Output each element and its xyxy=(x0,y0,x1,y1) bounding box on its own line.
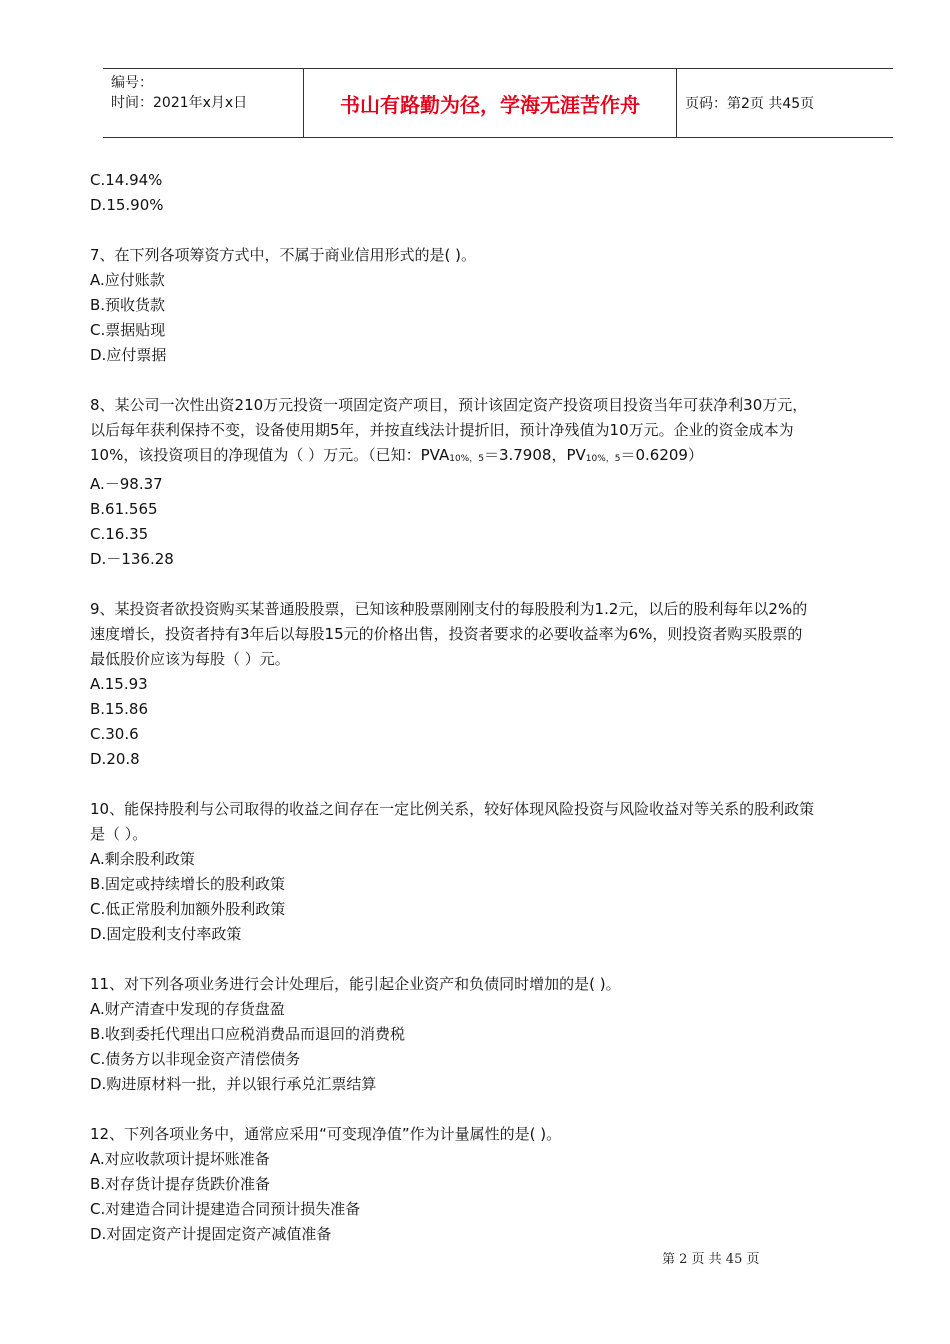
question-12: 12、下列各项业务中，通常应采用“可变现净值”作为计量属性的是( )。 xyxy=(90,1125,562,1143)
page-footer: 第 2 页 共 45 页 xyxy=(662,1252,760,1267)
option-b-q8: B.61.565 xyxy=(90,500,158,518)
option-c-q11: C.债务方以非现金资产清偿债务 xyxy=(90,1050,301,1068)
q8-text-c: ＝0.6209） xyxy=(620,446,703,464)
question-8-line-1: 8、某公司一次性出资210万元投资一项固定资产项目，预计该固定资产投资项目投资当年可获净利30万元， xyxy=(90,396,808,414)
document-body xyxy=(90,168,902,1247)
q8-subscript-1: 10%，5 xyxy=(449,454,484,464)
option-d-q8: D.－136.28 xyxy=(90,550,174,568)
question-8-line-3 xyxy=(90,443,902,472)
spacer xyxy=(90,1097,902,1122)
option-a-q10: A.剩余股利政策 xyxy=(90,850,195,868)
spacer xyxy=(90,947,902,972)
option-b-q11: B.收到委托代理出口应税消费品而退回的消费税 xyxy=(90,1025,406,1043)
header-meta-cell xyxy=(103,69,304,137)
question-8-line-2: 以后每年获利保持不变，设备使用期5年，并按直线法计提折旧，预计净残值为10万元。企业的资金成本为 xyxy=(90,421,794,439)
time-label: 时间：2021年x月x日 xyxy=(111,95,248,111)
option-d-q11: D.购进原材料一批，并以银行承兑汇票结算 xyxy=(90,1075,377,1093)
option-d-q9: D.20.8 xyxy=(90,750,140,768)
question-10-line-1: 10、能保持股利与公司取得的收益之间存在一定比例关系，较好体现风险投资与风险收益对等关系的股利政策 xyxy=(90,800,815,818)
motto-text: 书山有路勤为径，学海无涯苦作舟 xyxy=(340,92,640,117)
page-header xyxy=(103,68,893,138)
question-7: 7、在下列各项筹资方式中，不属于商业信用形式的是( )。 xyxy=(90,246,477,264)
option-b-q9: B.15.86 xyxy=(90,700,149,718)
option-c-q10: C.低正常股利加额外股利政策 xyxy=(90,900,286,918)
q8-text-a: 10%，该投资项目的净现值为（ ）万元。（已知：PVA xyxy=(90,446,450,464)
option-c-q12: C.对建造合同计提建造合同预计损失准备 xyxy=(90,1200,361,1218)
q8-text-b: ＝3.7908，PV xyxy=(483,446,586,464)
option-a-q11: A.财产清查中发现的存货盘盈 xyxy=(90,1000,285,1018)
question-9-line-1: 9、某投资者欲投资购买某普通股股票，已知该种股票刚刚支付的每股股利为1.2元，以后的股利每年以2%的 xyxy=(90,600,808,618)
header-motto-cell xyxy=(304,69,677,137)
spacer xyxy=(90,572,902,597)
option-b-q7: B.预收货款 xyxy=(90,296,166,314)
header-page-cell xyxy=(677,69,893,137)
option-d-q7: D.应付票据 xyxy=(90,346,167,364)
option-d-q12: D.对固定资产计提固定资产减值准备 xyxy=(90,1225,332,1243)
spacer xyxy=(90,218,902,243)
serial-label: 编号： xyxy=(111,75,153,91)
option-d-q6: D.15.90% xyxy=(90,196,164,214)
option-c-q7: C.票据贴现 xyxy=(90,321,166,339)
q8-subscript-2: 10%，5 xyxy=(585,454,621,464)
option-c-q6: C.14.94% xyxy=(90,171,163,189)
option-c-q9: C.30.6 xyxy=(90,725,139,743)
question-9-line-2: 速度增长，投资者持有3年后以每股15元的价格出售，投资者要求的必要收益率为6%，则投资者购买股票的 xyxy=(90,625,803,643)
question-9-line-3: 最低股价应该为每股（ ）元。 xyxy=(90,650,290,668)
question-11: 11、对下列各项业务进行会计处理后，能引起企业资产和负债同时增加的是( )。 xyxy=(90,975,621,993)
option-b-q10: B.固定或持续增长的股利政策 xyxy=(90,875,286,893)
option-a-q12: A.对应收款项计提坏账准备 xyxy=(90,1150,270,1168)
option-a-q9: A.15.93 xyxy=(90,675,148,693)
spacer xyxy=(90,368,902,393)
option-d-q10: D.固定股利支付率政策 xyxy=(90,925,242,943)
spacer xyxy=(90,772,902,797)
question-10-line-2: 是（ ）。 xyxy=(90,825,148,843)
option-a-q7: A.应付账款 xyxy=(90,271,165,289)
option-a-q8: A.－98.37 xyxy=(90,475,163,493)
page-label: 页码：第2页 共45页 xyxy=(685,96,815,112)
option-c-q8: C.16.35 xyxy=(90,525,149,543)
option-b-q12: B.对存货计提存货跌价准备 xyxy=(90,1175,271,1193)
